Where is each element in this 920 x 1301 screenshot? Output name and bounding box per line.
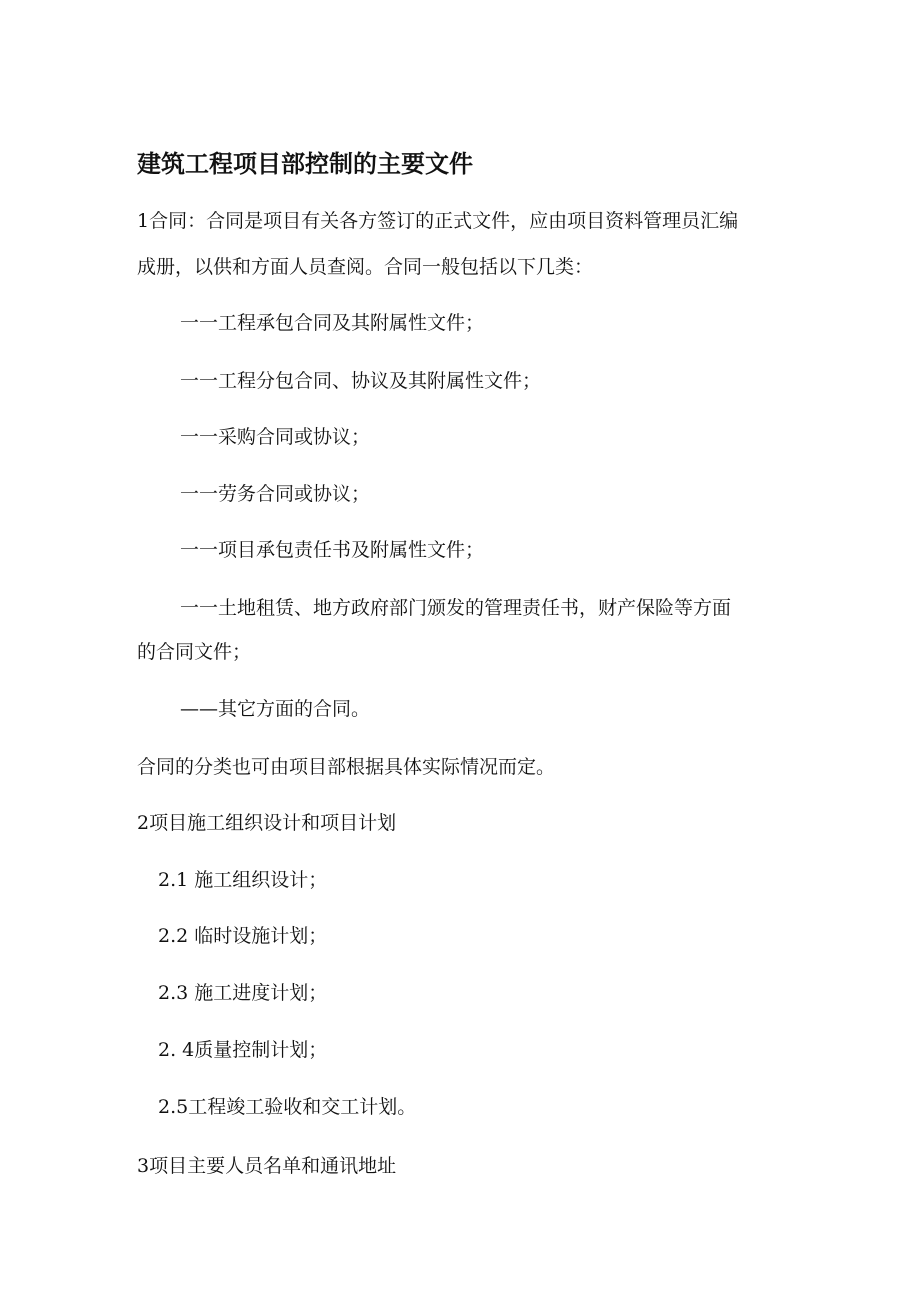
section1-item-2: 一一工程分包合同、协议及其附属性文件； — [180, 370, 542, 392]
section1-item-7: ——其它方面的合同。 — [180, 698, 371, 720]
section1-item-6-continued: 的合同文件； — [137, 641, 252, 663]
section1-note: 合同的分类也可由项目部根据具体实际情况而定。 — [137, 756, 556, 778]
section3-heading: 3项目主要人员名单和通讯地址 — [137, 1155, 397, 1177]
section2-item-3: 2.3 施工进度计划； — [158, 982, 328, 1004]
section2-heading: 2项目施工组织设计和项目计划 — [137, 812, 397, 834]
section2-item-2: 2.2 临时设施计划； — [158, 925, 328, 947]
section1-item-1: 一一工程承包合同及其附属性文件； — [180, 312, 485, 334]
section2-item-1: 2.1 施工组织设计； — [158, 869, 328, 891]
document-title: 建筑工程项目部控制的主要文件 — [137, 150, 473, 178]
section1-intro-line1: 1合同：合同是项目有关各方签订的正式文件，应由项目资料管理员汇编 — [137, 210, 739, 232]
section2-item-5: 2.5工程竣工验收和交工计划。 — [158, 1096, 417, 1118]
section1-item-5: 一一项目承包责任书及附属性文件； — [180, 539, 485, 561]
section2-item-4: 2. 4质量控制计划； — [158, 1039, 328, 1061]
section1-item-6: 一一土地租赁、地方政府部门颁发的管理责任书，财产保险等方面 — [180, 597, 732, 619]
section1-item-4: 一一劳务合同或协议； — [180, 483, 371, 505]
section1-intro-line2: 成册，以供和方面人员查阅。合同一般包括以下几类： — [137, 256, 594, 278]
section1-item-3: 一一采购合同或协议； — [180, 426, 371, 448]
